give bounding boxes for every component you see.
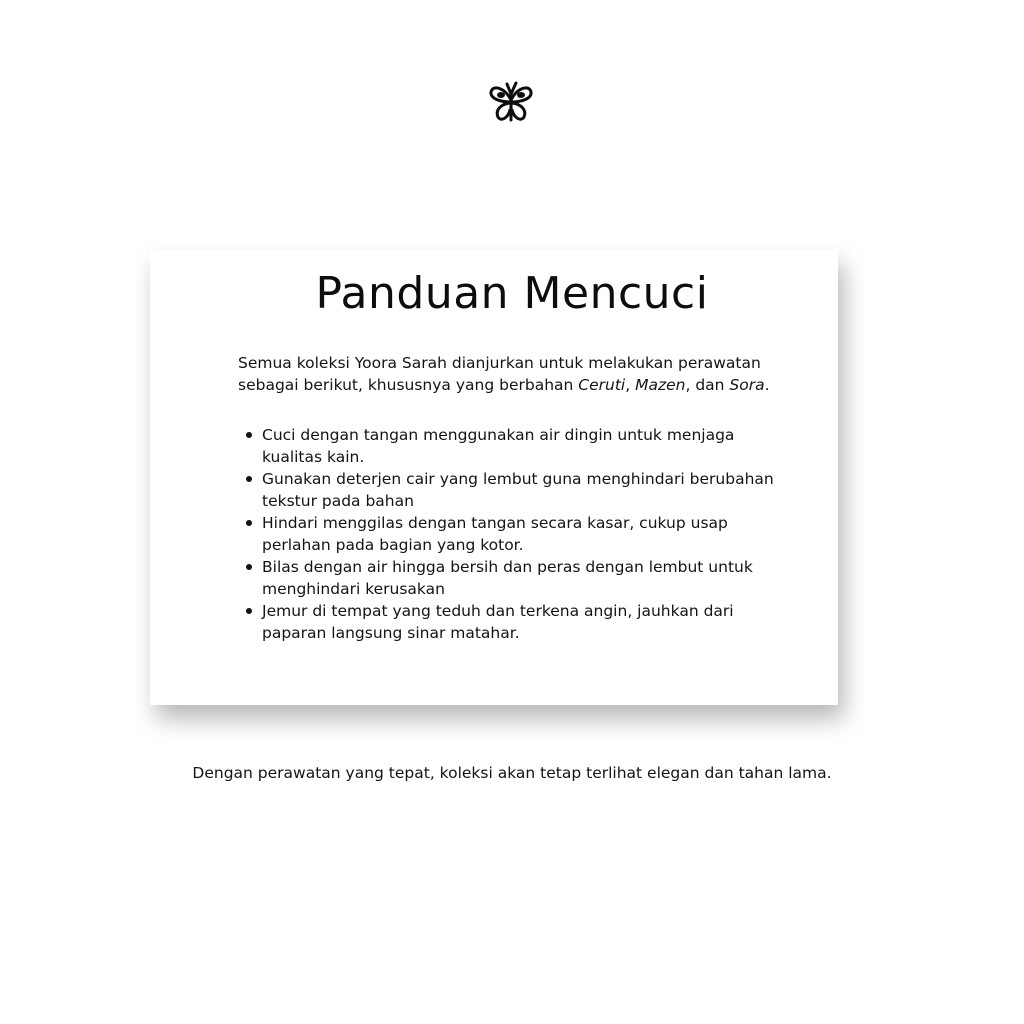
list-item: Hindari menggilas dengan tangan secara kasar, cukup usap perlahan pada bagian yang kotor. xyxy=(262,512,798,556)
intro-end: . xyxy=(764,376,770,394)
intro-paragraph xyxy=(238,352,798,396)
list-item: Jemur di tempat yang teduh dan terkena angin, jauhkan dari paparan langsung sinar matahar. xyxy=(262,600,798,644)
page-title: Panduan Mencuci xyxy=(315,268,709,319)
fabric-ceruti: Ceruti xyxy=(578,376,626,394)
butterfly-logo-icon xyxy=(487,80,535,126)
intro-separator: , dan xyxy=(685,376,730,394)
fabric-sora: Sora xyxy=(729,376,765,394)
fabric-mazen: Mazen xyxy=(635,376,686,394)
intro-text: Semua koleksi Yoora Sarah dianjurkan untuk melakukan perawatan sebagai berikut, khususnya yang berbahan xyxy=(238,354,761,394)
care-instructions-list xyxy=(238,424,798,644)
list-item: Gunakan deterjen cair yang lembut guna menghindari berubahan tekstur pada bahan xyxy=(262,468,798,512)
footer-note: Dengan perawatan yang tepat, koleksi akan tetap terlihat elegan dan tahan lama. xyxy=(192,764,832,782)
list-item: Bilas dengan air hingga bersih dan peras dengan lembut untuk menghindari kerusakan xyxy=(262,556,798,600)
intro-separator: , xyxy=(625,376,636,394)
list-item: Cuci dengan tangan menggunakan air dingin untuk menjaga kualitas kain. xyxy=(262,424,798,468)
